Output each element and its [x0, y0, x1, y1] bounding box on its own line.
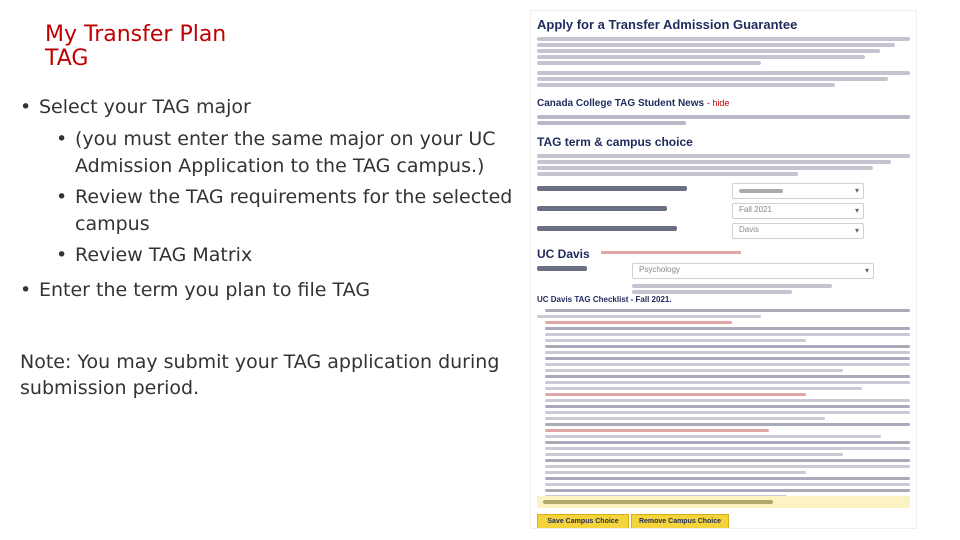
- major-select[interactable]: [632, 263, 874, 279]
- note-text: Note: You may submit your TAG application during submission period.: [20, 351, 500, 399]
- campus-select-value: Davis: [739, 225, 760, 234]
- chevron-down-icon: ▾: [864, 266, 869, 275]
- bullet-dot-icon: •: [56, 186, 68, 208]
- term-select-value: Fall 2021: [739, 205, 772, 214]
- campus-links[interactable]: [601, 251, 741, 254]
- bullet-dot-icon: •: [20, 96, 32, 118]
- bullet-text: Review TAG Matrix: [75, 244, 253, 266]
- news-heading: Canada College TAG Student News - hide: [537, 98, 730, 109]
- slide-title-line1: My Transfer Plan: [45, 22, 227, 47]
- major-note: [632, 282, 832, 296]
- bullet-dot-icon: •: [56, 244, 68, 266]
- news-heading-text: Canada College TAG Student News: [537, 98, 705, 109]
- slide-title: [45, 23, 226, 71]
- hide-link[interactable]: hide: [712, 98, 730, 108]
- tag-application-screenshot: [530, 10, 917, 529]
- checklist: [537, 306, 910, 501]
- major-field-row: [537, 263, 910, 279]
- sub-bullet-item: [56, 184, 536, 238]
- intro-paragraph: [537, 35, 910, 89]
- major-select-value: Psychology: [639, 265, 680, 274]
- bullet-text: (you must enter the same major on your UC Admission Application to the TAG campus.): [75, 128, 496, 177]
- remove-campus-choice-button[interactable]: Remove Campus Choice: [631, 514, 729, 529]
- bullet-text: Enter the term you plan to file TAG: [39, 279, 371, 301]
- save-campus-choice-button[interactable]: Save Campus Choice: [537, 514, 629, 529]
- sub-bullet-item: [56, 242, 536, 269]
- bullet-dot-icon: •: [56, 128, 68, 150]
- apply-heading: Apply for a Transfer Admission Guarantee: [537, 17, 798, 32]
- term-campus-heading: TAG term & campus choice: [537, 135, 693, 149]
- campus-select[interactable]: [732, 223, 864, 239]
- sub-bullet-item: [56, 126, 536, 180]
- news-text: [537, 113, 910, 127]
- campus-heading: UC Davis: [537, 247, 590, 261]
- bullet-text: Select your TAG major: [39, 96, 251, 118]
- bullet-text: Review the TAG requirements for the selected campus: [75, 186, 513, 235]
- term-field-row: [537, 203, 910, 219]
- term-campus-instructions: [537, 152, 910, 178]
- campus-field-row: [537, 223, 910, 239]
- term-select[interactable]: [732, 203, 864, 219]
- college-select[interactable]: [732, 183, 864, 199]
- college-field-row: [537, 183, 910, 199]
- chevron-down-icon: ▾: [854, 226, 859, 235]
- bullet-dot-icon: •: [20, 279, 32, 301]
- deadline-note: [537, 496, 910, 508]
- chevron-down-icon: ▾: [854, 206, 859, 215]
- checklist-title: UC Davis TAG Checklist - Fall 2021.: [537, 295, 672, 304]
- chevron-down-icon: ▾: [854, 186, 859, 195]
- slide-title-line2: TAG: [45, 46, 89, 71]
